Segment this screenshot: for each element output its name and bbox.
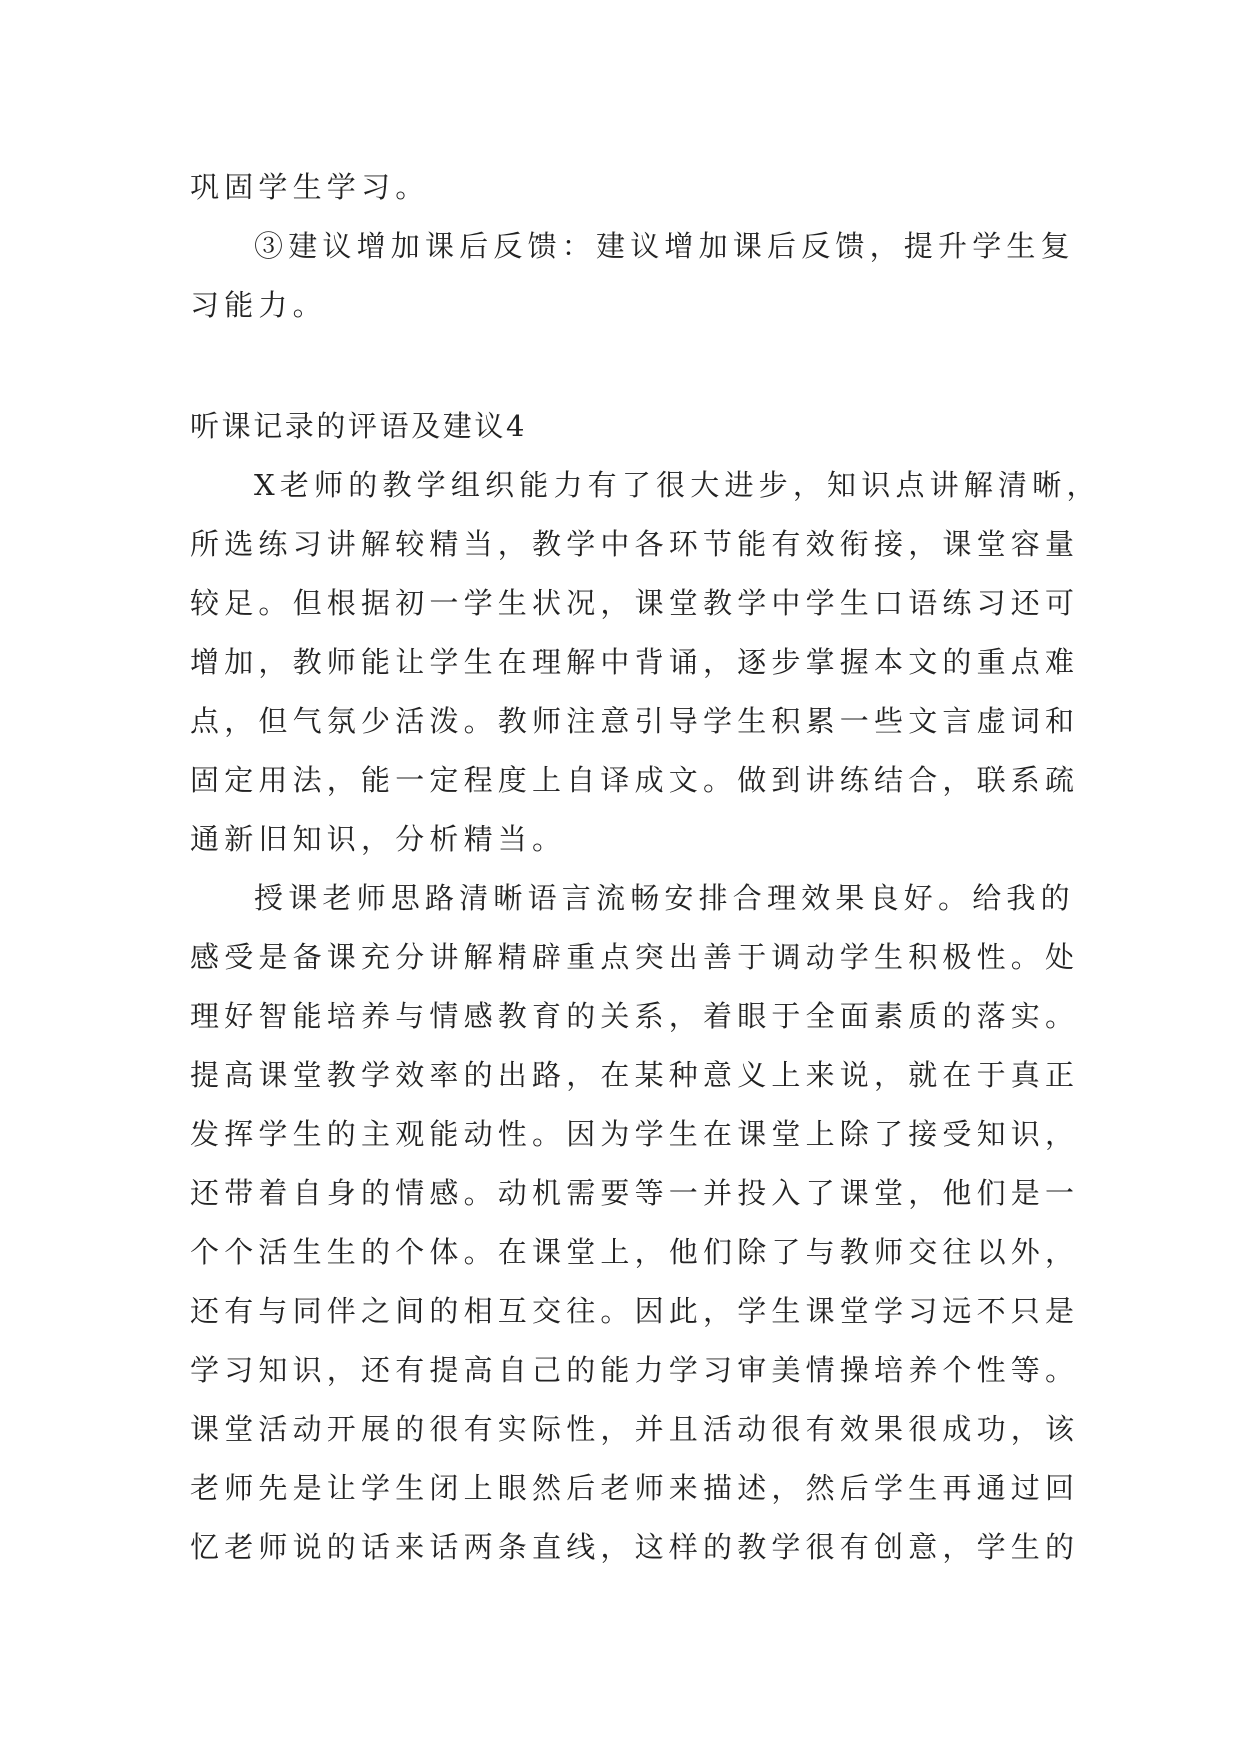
paragraph-line: ③建议增加课后反馈：建议增加课后反馈，提升学生复 <box>254 229 1075 263</box>
paragraph-line: 学习知识，还有提高自己的能力学习审美情操培养个性等。 <box>190 1353 1080 1387</box>
paragraph-line: X老师的教学组织能力有了很大进步，知识点讲解清晰， <box>254 468 1101 502</box>
paragraph-line: 课堂活动开展的很有实际性，并且活动很有效果很成功，该 <box>190 1412 1080 1446</box>
paragraph-suggestion-3 <box>190 217 1075 335</box>
paragraph-line: 授课老师思路清晰语言流畅安排合理效果良好。给我的 <box>254 881 1075 915</box>
paragraph-line: 忆老师说的话来话两条直线，这样的教学很有创意，学生的 <box>190 1530 1080 1564</box>
paragraph-2 <box>190 869 1080 1577</box>
paragraph-line: 个个活生生的个体。在课堂上，他们除了与教师交往以外， <box>190 1235 1080 1269</box>
paragraph-line: 理好智能培养与情感教育的关系，着眼于全面素质的落实。 <box>190 999 1080 1033</box>
paragraph-line: 较足。但根据初一学生状况，课堂教学中学生口语练习还可 <box>190 586 1080 620</box>
document-page <box>190 158 1101 1577</box>
paragraph-line: 还带着自身的情感。动机需要等一并投入了课堂，他们是一 <box>190 1176 1080 1210</box>
paragraph-line: 习能力。 <box>190 288 327 322</box>
paragraph-line: 感受是备课充分讲解精辟重点突出善于调动学生积极性。处 <box>190 940 1080 974</box>
paragraph-line: 巩固学生学习。 <box>190 170 430 204</box>
paragraph-line: 固定用法，能一定程度上自译成文。做到讲练结合，联系疏 <box>190 763 1080 797</box>
paragraph-line: 发挥学生的主观能动性。因为学生在课堂上除了接受知识， <box>190 1117 1080 1151</box>
paragraph-line: 还有与同伴之间的相互交往。因此，学生课堂学习远不只是 <box>190 1294 1080 1328</box>
paragraph-line: 所选练习讲解较精当，教学中各环节能有效衔接，课堂容量 <box>190 527 1080 561</box>
paragraph-line: 点，但气氛少活泼。教师注意引导学生积累一些文言虚词和 <box>190 704 1080 738</box>
section-heading: 听课记录的评语及建议4 <box>190 409 528 443</box>
paragraph-line: 老师先是让学生闭上眼然后老师来描述，然后学生再通过回 <box>190 1471 1080 1505</box>
paragraph-line: 通新旧知识，分析精当。 <box>190 822 567 856</box>
paragraph-1 <box>190 456 1101 869</box>
paragraph-line: 提高课堂教学效率的出路，在某种意义上来说，就在于真正 <box>190 1058 1080 1092</box>
paragraph-line: 增加，教师能让学生在理解中背诵，逐步掌握本文的重点难 <box>190 645 1080 679</box>
